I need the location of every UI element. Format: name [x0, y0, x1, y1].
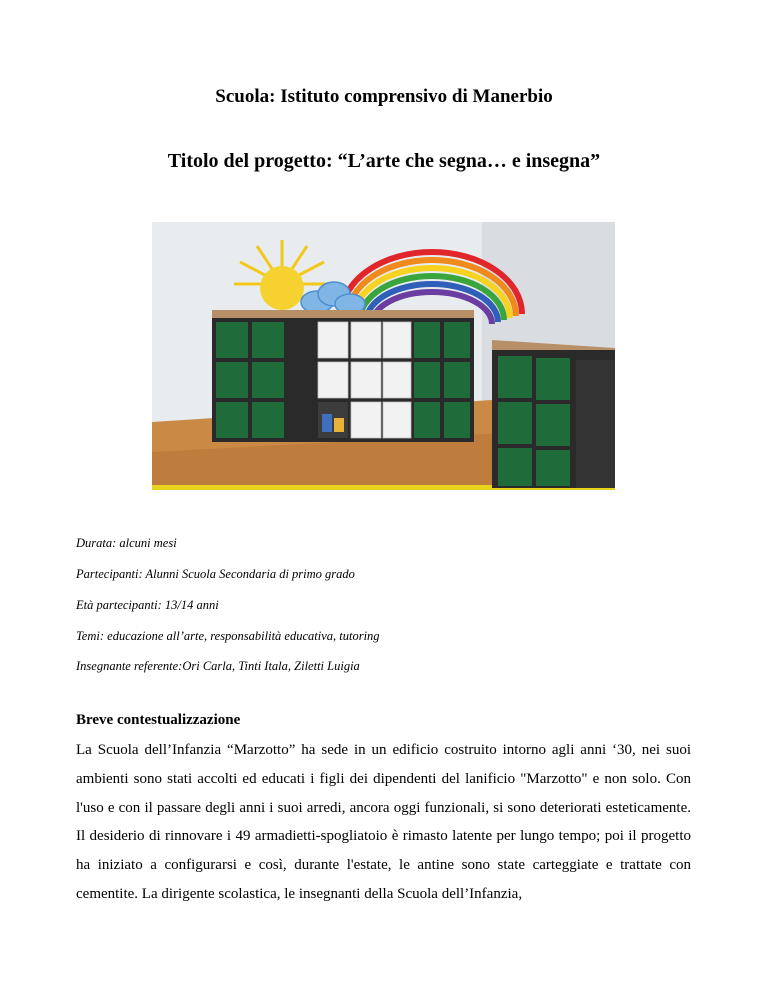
- lockers-photo: [152, 222, 615, 490]
- school-title: Scuola: Istituto comprensivo di Manerbio: [215, 86, 553, 107]
- detail-participants: Partecipanti: Alunni Scuola Secondaria di primo grado: [76, 567, 355, 581]
- locker-unit-main: [212, 310, 474, 442]
- detail-duration: Durata: alcuni mesi: [76, 536, 177, 550]
- section-heading: Breve contestualizzazione: [76, 712, 241, 728]
- section-body: La Scuola dell’Infanzia “Marzotto” ha sede in un edificio costruito intorno agli anni ‘30, nei suoi ambienti sono stati accolti ed educati i figli dei dipendenti del lanificio "Marzotto" e non solo. Con l'uso e con il passare degli anni i suoi arredi, ancora oggi funzionali, si sono deteriorati esteticamente. Il desiderio di rinnovare i 49 armadietti-spogliatoio è rimasto latente per lungo tempo; poi il progetto ha iniziato a configurarsi e così, durante l'estate, le antine sono state carteggiate e trattate con cementite. La dirigente scolastica, le insegnanti della Scuola dell’Infanzia,: [76, 742, 691, 902]
- detail-themes: Temi: educazione all’arte, responsabilità educativa, tutoring: [76, 629, 380, 643]
- detail-teachers: Insegnante referente:Ori Carla, Tinti Itala, Ziletti Luigia: [76, 659, 360, 673]
- locker-unit-side: [492, 340, 615, 488]
- detail-age: Età partecipanti: 13/14 anni: [76, 598, 219, 612]
- project-title: Titolo del progetto: “L’arte che segna… e insegna”: [167, 150, 601, 172]
